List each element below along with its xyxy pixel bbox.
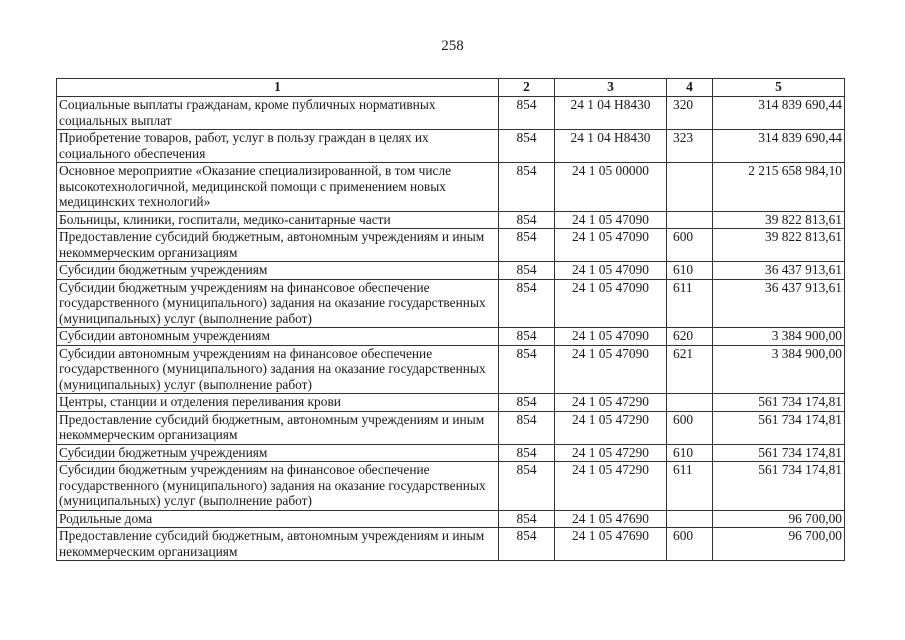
expense-type-code: 600: [667, 528, 713, 561]
item-name: Социальные выплаты гражданам, кроме публичных нормативных социальных выплат: [57, 97, 499, 130]
table-row: [57, 262, 845, 280]
item-name: Субсидии бюджетным учреждениям: [57, 444, 499, 462]
amount: 314 839 690,44: [713, 130, 845, 163]
expense-type-code: [667, 394, 713, 412]
target-item-code: 24 1 05 47690: [555, 510, 667, 528]
amount: 96 700,00: [713, 510, 845, 528]
ministry-code: 854: [499, 130, 555, 163]
amount: 2 215 658 984,10: [713, 163, 845, 212]
ministry-code: 854: [499, 97, 555, 130]
amount: 561 734 174,81: [713, 444, 845, 462]
table-row: [57, 279, 845, 328]
expense-type-code: [667, 211, 713, 229]
expense-type-code: 600: [667, 411, 713, 444]
page-number: 258: [441, 38, 464, 54]
amount: 36 437 913,61: [713, 262, 845, 280]
expense-type-code: 320: [667, 97, 713, 130]
table-header-row: [57, 79, 845, 97]
table-row: [57, 229, 845, 262]
ministry-code: 854: [499, 163, 555, 212]
table-row: [57, 394, 845, 412]
item-name: Субсидии бюджетным учреждениям на финансовое обеспечение государственного (муниципального) задания на оказание государственных (муниципальных) услуг (выполнение работ): [57, 279, 499, 328]
target-item-code: 24 1 05 47090: [555, 211, 667, 229]
table-row: [57, 345, 845, 394]
amount: 561 734 174,81: [713, 394, 845, 412]
ministry-code: 854: [499, 211, 555, 229]
target-item-code: 24 1 05 47090: [555, 229, 667, 262]
expense-type-code: 610: [667, 262, 713, 280]
table-row: [57, 211, 845, 229]
target-item-code: 24 1 05 47090: [555, 345, 667, 394]
target-item-code: 24 1 05 47690: [555, 528, 667, 561]
ministry-code: 854: [499, 510, 555, 528]
amount: 96 700,00: [713, 528, 845, 561]
table-row: [57, 97, 845, 130]
expense-type-code: 611: [667, 279, 713, 328]
target-item-code: 24 1 05 47290: [555, 411, 667, 444]
ministry-code: 854: [499, 328, 555, 346]
ministry-code: 854: [499, 411, 555, 444]
expense-type-code: [667, 163, 713, 212]
table-row: [57, 163, 845, 212]
ministry-code: 854: [499, 345, 555, 394]
target-item-code: 24 1 05 47090: [555, 328, 667, 346]
target-item-code: 24 1 05 47290: [555, 462, 667, 511]
table-row: [57, 462, 845, 511]
expense-type-code: 611: [667, 462, 713, 511]
amount: 39 822 813,61: [713, 211, 845, 229]
ministry-code: 854: [499, 229, 555, 262]
expense-type-code: 610: [667, 444, 713, 462]
target-item-code: 24 1 04 Н8430: [555, 97, 667, 130]
expense-type-code: 323: [667, 130, 713, 163]
item-name: Субсидии бюджетным учреждениям на финансовое обеспечение государственного (муниципального) задания на оказание государственных (муниципальных) услуг (выполнение работ): [57, 462, 499, 511]
ministry-code: 854: [499, 444, 555, 462]
amount: 561 734 174,81: [713, 411, 845, 444]
item-name: Центры, станции и отделения переливания крови: [57, 394, 499, 412]
item-name: Предоставление субсидий бюджетным, автономным учреждениям и иным некоммерческим организациям: [57, 229, 499, 262]
target-item-code: 24 1 05 47290: [555, 444, 667, 462]
column-header: 4: [667, 79, 713, 97]
target-item-code: 24 1 05 00000: [555, 163, 667, 212]
column-header: 2: [499, 79, 555, 97]
table-row: [57, 411, 845, 444]
table-row: [57, 130, 845, 163]
expense-type-code: [667, 510, 713, 528]
item-name: Больницы, клиники, госпитали, медико-санитарные части: [57, 211, 499, 229]
amount: 3 384 900,00: [713, 345, 845, 394]
amount: 39 822 813,61: [713, 229, 845, 262]
target-item-code: 24 1 05 47090: [555, 262, 667, 280]
item-name: Субсидии бюджетным учреждениям: [57, 262, 499, 280]
table-row: [57, 444, 845, 462]
budget-table: [56, 78, 845, 561]
ministry-code: 854: [499, 462, 555, 511]
expense-type-code: 620: [667, 328, 713, 346]
ministry-code: 854: [499, 528, 555, 561]
item-name: Предоставление субсидий бюджетным, автономным учреждениям и иным некоммерческим организациям: [57, 528, 499, 561]
expense-type-code: 621: [667, 345, 713, 394]
amount: 314 839 690,44: [713, 97, 845, 130]
table-row: [57, 528, 845, 561]
ministry-code: 854: [499, 394, 555, 412]
amount: 3 384 900,00: [713, 328, 845, 346]
amount: 36 437 913,61: [713, 279, 845, 328]
item-name: Предоставление субсидий бюджетным, автономным учреждениям и иным некоммерческим организациям: [57, 411, 499, 444]
table-row: [57, 328, 845, 346]
target-item-code: 24 1 05 47290: [555, 394, 667, 412]
column-header: 3: [555, 79, 667, 97]
item-name: Субсидии автономным учреждениям на финансовое обеспечение государственного (муниципального) задания на оказание государственных (муниципальных) услуг (выполнение работ): [57, 345, 499, 394]
item-name: Родильные дома: [57, 510, 499, 528]
target-item-code: 24 1 04 Н8430: [555, 130, 667, 163]
item-name: Субсидии автономным учреждениям: [57, 328, 499, 346]
amount: 561 734 174,81: [713, 462, 845, 511]
item-name: Приобретение товаров, работ, услуг в пользу граждан в целях их социального обеспечения: [57, 130, 499, 163]
column-header: 1: [57, 79, 499, 97]
column-header: 5: [713, 79, 845, 97]
target-item-code: 24 1 05 47090: [555, 279, 667, 328]
item-name: Основное мероприятие «Оказание специализированной, в том числе высокотехнологичной, медицинской помощи с применением новых медицинских технологий»: [57, 163, 499, 212]
expense-type-code: 600: [667, 229, 713, 262]
ministry-code: 854: [499, 279, 555, 328]
table-row: [57, 510, 845, 528]
ministry-code: 854: [499, 262, 555, 280]
